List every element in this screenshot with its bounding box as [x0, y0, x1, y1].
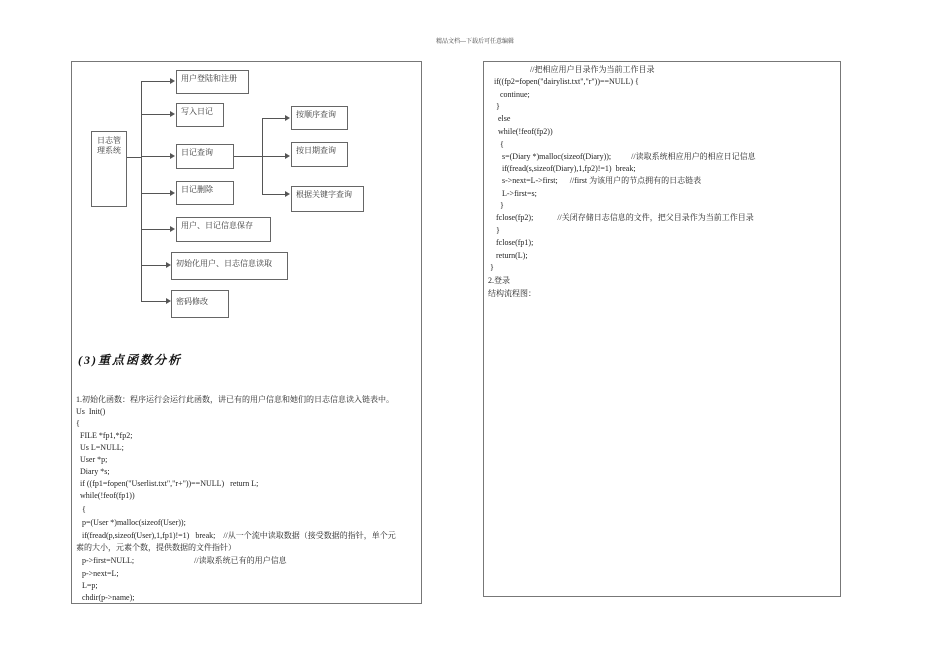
code-line: L=p; [76, 581, 98, 590]
query-box-order [291, 106, 348, 130]
code-line: Us L=NULL; [76, 443, 124, 452]
code-line: 素的大小，元素个数，提供数据的文件指针） [76, 543, 236, 552]
query-label: 按顺序查询 [296, 110, 336, 119]
diagram-root-label: 日志管理系统 [97, 136, 121, 155]
code-line: if(fread(s,sizeof(Diary),1,fp2)!=1) break; [490, 164, 636, 173]
branch-box-save [176, 217, 271, 242]
code-line: //把相应用户目录作为当前工作目录 [490, 65, 655, 74]
section-heading: (3)重点函数分析 [78, 353, 182, 367]
branch-label: 密码修改 [176, 297, 208, 306]
query-box-date [291, 142, 348, 167]
branch-label: 用户登陆和注册 [181, 74, 237, 83]
left-panel [71, 61, 422, 604]
code-line: return(L); [490, 251, 528, 260]
arrow-icon [285, 115, 290, 121]
code-line: Us Init() [76, 407, 106, 416]
code-line: p->next=L; [76, 569, 119, 578]
code-line: while(!feof(fp2)) [490, 127, 553, 136]
arrow-icon [170, 78, 175, 84]
branch-box-delete [176, 181, 234, 205]
code-line: chdir(p->name); [76, 593, 135, 602]
connector-branch [141, 156, 171, 157]
connector-branch [141, 114, 171, 115]
code-line: User *p; [76, 455, 108, 464]
connector-sub [262, 194, 286, 195]
arrow-icon [170, 190, 175, 196]
branch-label: 日记查询 [181, 148, 213, 157]
connector-sub [262, 156, 286, 157]
code-line: } [490, 201, 504, 210]
connector-sub [262, 118, 286, 119]
connector-query [234, 156, 262, 157]
connector-branch [141, 301, 167, 302]
query-label: 按日期查询 [296, 146, 336, 155]
code-line: fclose(fp1); [490, 238, 534, 247]
right-panel [483, 61, 841, 597]
code-line: s=(Diary *)malloc(sizeof(Diary)); //读取系统相应用户的相应日记信息 [490, 152, 756, 161]
branch-label: 写入日记 [181, 107, 213, 116]
code-line: s->next=L->first; //first 为该用户的节点拥有的日志链表 [490, 176, 702, 185]
code-line: } [490, 102, 500, 111]
code-line: } [490, 226, 500, 235]
code-line: 1.初始化函数：程序运行会运行此函数，讲已有的用户信息和她们的日志信息读入链表中。 [76, 395, 394, 404]
code-line: else [490, 114, 511, 123]
arrow-icon [285, 153, 290, 159]
code-line: { [490, 140, 504, 149]
code-line: { [76, 505, 86, 514]
connector-branch [141, 229, 171, 230]
code-line: if(fread(p,sizeof(User),1,fp1)!=1) break; //从一个流中读取数据（接受数据的指针，单个元 [76, 531, 396, 540]
connector-branch [141, 81, 171, 82]
code-line: 2.登录 [488, 276, 510, 285]
code-line: if((fp2=fopen("dairylist.txt","r"))==NULL) { [490, 77, 639, 86]
code-line: fclose(fp2); //关闭存储日志信息的文件，把父目录作为当前工作目录 [490, 213, 754, 222]
code-line: while(!feof(fp1)) [76, 491, 135, 500]
query-box-keyword [291, 186, 364, 212]
branch-label: 用户、日记信息保存 [181, 221, 253, 230]
code-line: } [490, 263, 494, 272]
branch-box-init [171, 252, 288, 280]
code-line: FILE *fp1,*fp2; [76, 431, 133, 440]
code-line: p->first=NULL; //读取系统已有的用户信息 [76, 556, 287, 565]
code-line: L->first=s; [490, 189, 537, 198]
branch-box-login [176, 70, 249, 94]
code-line: Diary *s; [76, 467, 110, 476]
code-line: { [76, 419, 80, 428]
query-label: 根据关键字查询 [296, 190, 352, 199]
branch-box-password [171, 290, 229, 318]
connector-branch [141, 193, 171, 194]
page-header: 精品文档---下载后可任意编辑 [436, 39, 514, 45]
branch-box-write [176, 103, 224, 127]
code-line: if ((fp1=fopen("Userlist.txt","r+"))==NULL) return L; [76, 479, 259, 488]
branch-label: 初始化用户、日志信息读取 [176, 259, 272, 268]
diagram-root-box [91, 131, 127, 207]
connector-root [127, 157, 141, 158]
code-line: continue; [490, 90, 530, 99]
arrow-icon [170, 111, 175, 117]
arrow-icon [170, 153, 175, 159]
connector-branch [141, 265, 167, 266]
branch-label: 日记删除 [181, 185, 213, 194]
branch-box-query [176, 144, 234, 169]
code-line: 结构流程图： [488, 289, 536, 298]
arrow-icon [285, 191, 290, 197]
arrow-icon [170, 226, 175, 232]
code-line: p=(User *)malloc(sizeof(User)); [76, 518, 186, 527]
